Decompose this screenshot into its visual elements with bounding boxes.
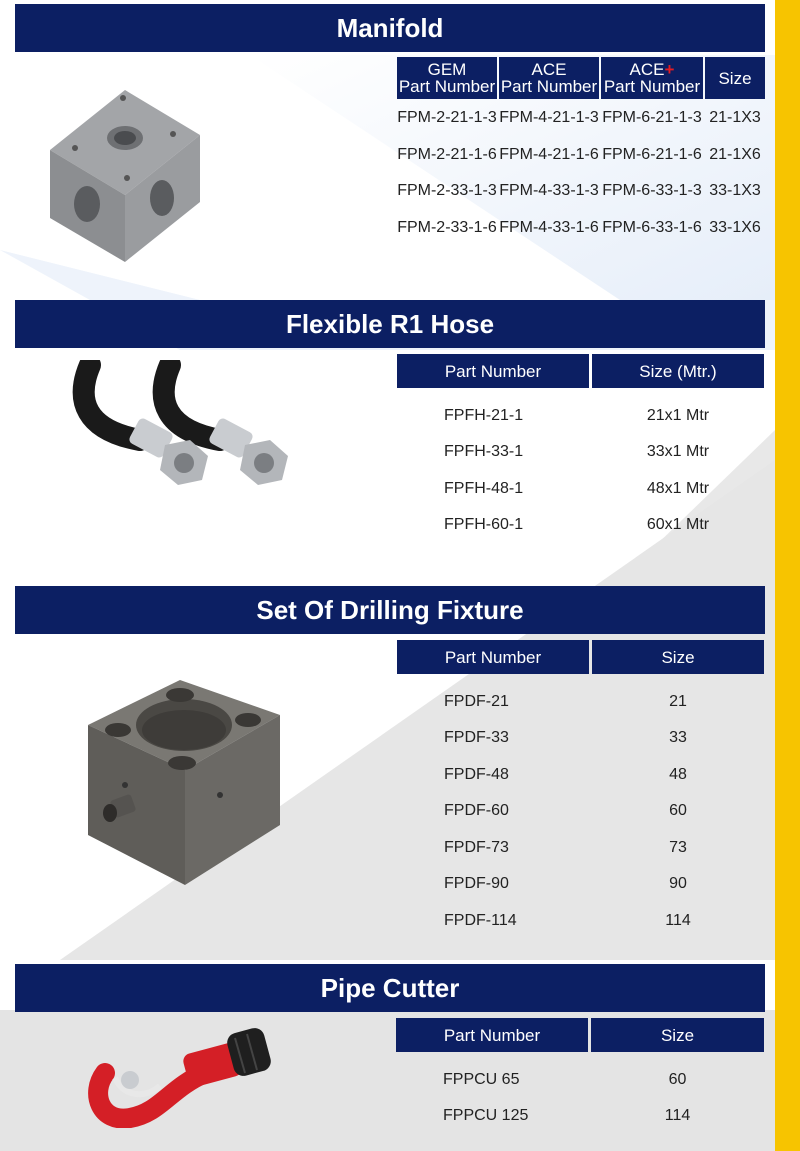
table-cell: FPM-4-33-1-6 [499,219,599,236]
cutter-header-size: Size [591,1018,764,1052]
manifold-block-image [45,90,205,265]
hose-header-size: Size (Mtr.) [592,354,764,388]
table-cell: FPFH-48-1 [444,480,524,497]
table-cell: FPPCU 125 [443,1107,529,1124]
table-cell: 48x1 Mtr [646,480,710,497]
drilling-fixture-image [80,675,290,890]
table-cell: 60 [668,1071,687,1088]
header-line1: ACE [531,60,567,79]
table-cell: 48 [669,766,687,783]
table-cell: FPM-6-33-1-6 [602,219,702,236]
table-cell: FPDF-73 [444,839,509,856]
drilling-title: Set Of Drilling Fixture [15,586,765,634]
table-cell: FPM-2-33-1-3 [397,182,497,199]
table-cell: FPM-6-21-1-6 [602,146,702,163]
table-cell: FPM-6-21-1-3 [602,109,702,126]
manifold-header-ace [499,57,599,99]
drilling-header-size: Size [592,640,764,674]
table-cell: FPM-2-33-1-6 [397,219,497,236]
table-cell: 114 [665,912,691,929]
table-cell: FPDF-90 [444,875,509,892]
table-cell: 114 [664,1107,691,1124]
header-line2: Part Number [603,77,701,96]
hose-title: Flexible R1 Hose [15,300,765,348]
table-cell: FPDF-60 [444,802,509,819]
table-cell: FPM-4-21-1-6 [499,146,599,163]
cutter-header-part-number: Part Number [396,1018,588,1052]
ace-label: ACE [629,60,665,79]
table-cell: FPM-2-21-1-6 [397,146,497,163]
table-cell: FPFH-21-1 [444,407,524,424]
table-cell: 90 [669,875,687,892]
manifold-title: Manifold [15,4,765,52]
table-cell: FPDF-33 [444,729,509,746]
table-cell: 21 [669,693,687,710]
table-cell: 33-1X3 [709,182,761,199]
cutter-title: Pipe Cutter [15,964,765,1012]
header-line2: Part Number [398,77,496,96]
table-cell: 21-1X3 [709,109,761,126]
plus-mark: + [664,60,675,79]
table-cell: FPM-2-21-1-3 [397,109,497,126]
header-line1: GEM [427,60,467,79]
table-cell: FPM-6-33-1-3 [602,182,702,199]
table-cell: 60 [669,802,687,819]
table-cell: FPM-4-33-1-3 [499,182,599,199]
table-cell: 21x1 Mtr [646,407,710,424]
table-cell: FPM-4-21-1-3 [499,109,599,126]
manifold-header-ace-plus [601,57,703,99]
table-cell: FPDF-48 [444,766,509,783]
table-cell: FPFH-33-1 [444,443,524,460]
table-cell: 73 [669,839,687,856]
table-cell: FPPCU 65 [443,1071,520,1088]
hose-image [70,360,300,510]
manifold-header-size: Size [705,57,765,99]
table-cell: FPFH-60-1 [444,516,524,533]
table-cell: FPDF-114 [444,912,517,929]
header-line2: Part Number [500,77,598,96]
table-cell: 21-1X6 [709,146,761,163]
accent-bar [775,0,800,1151]
table-cell: FPDF-21 [444,693,509,710]
manifold-header-gem [397,57,497,99]
table-cell: 33-1X6 [709,219,761,236]
hose-header-part-number: Part Number [397,354,589,388]
header-line1 [630,61,675,78]
drilling-header-part-number: Part Number [397,640,589,674]
pipe-cutter-image [85,1018,275,1128]
table-cell: 60x1 Mtr [646,516,710,533]
table-cell: 33x1 Mtr [646,443,710,460]
table-cell: 33 [669,729,687,746]
